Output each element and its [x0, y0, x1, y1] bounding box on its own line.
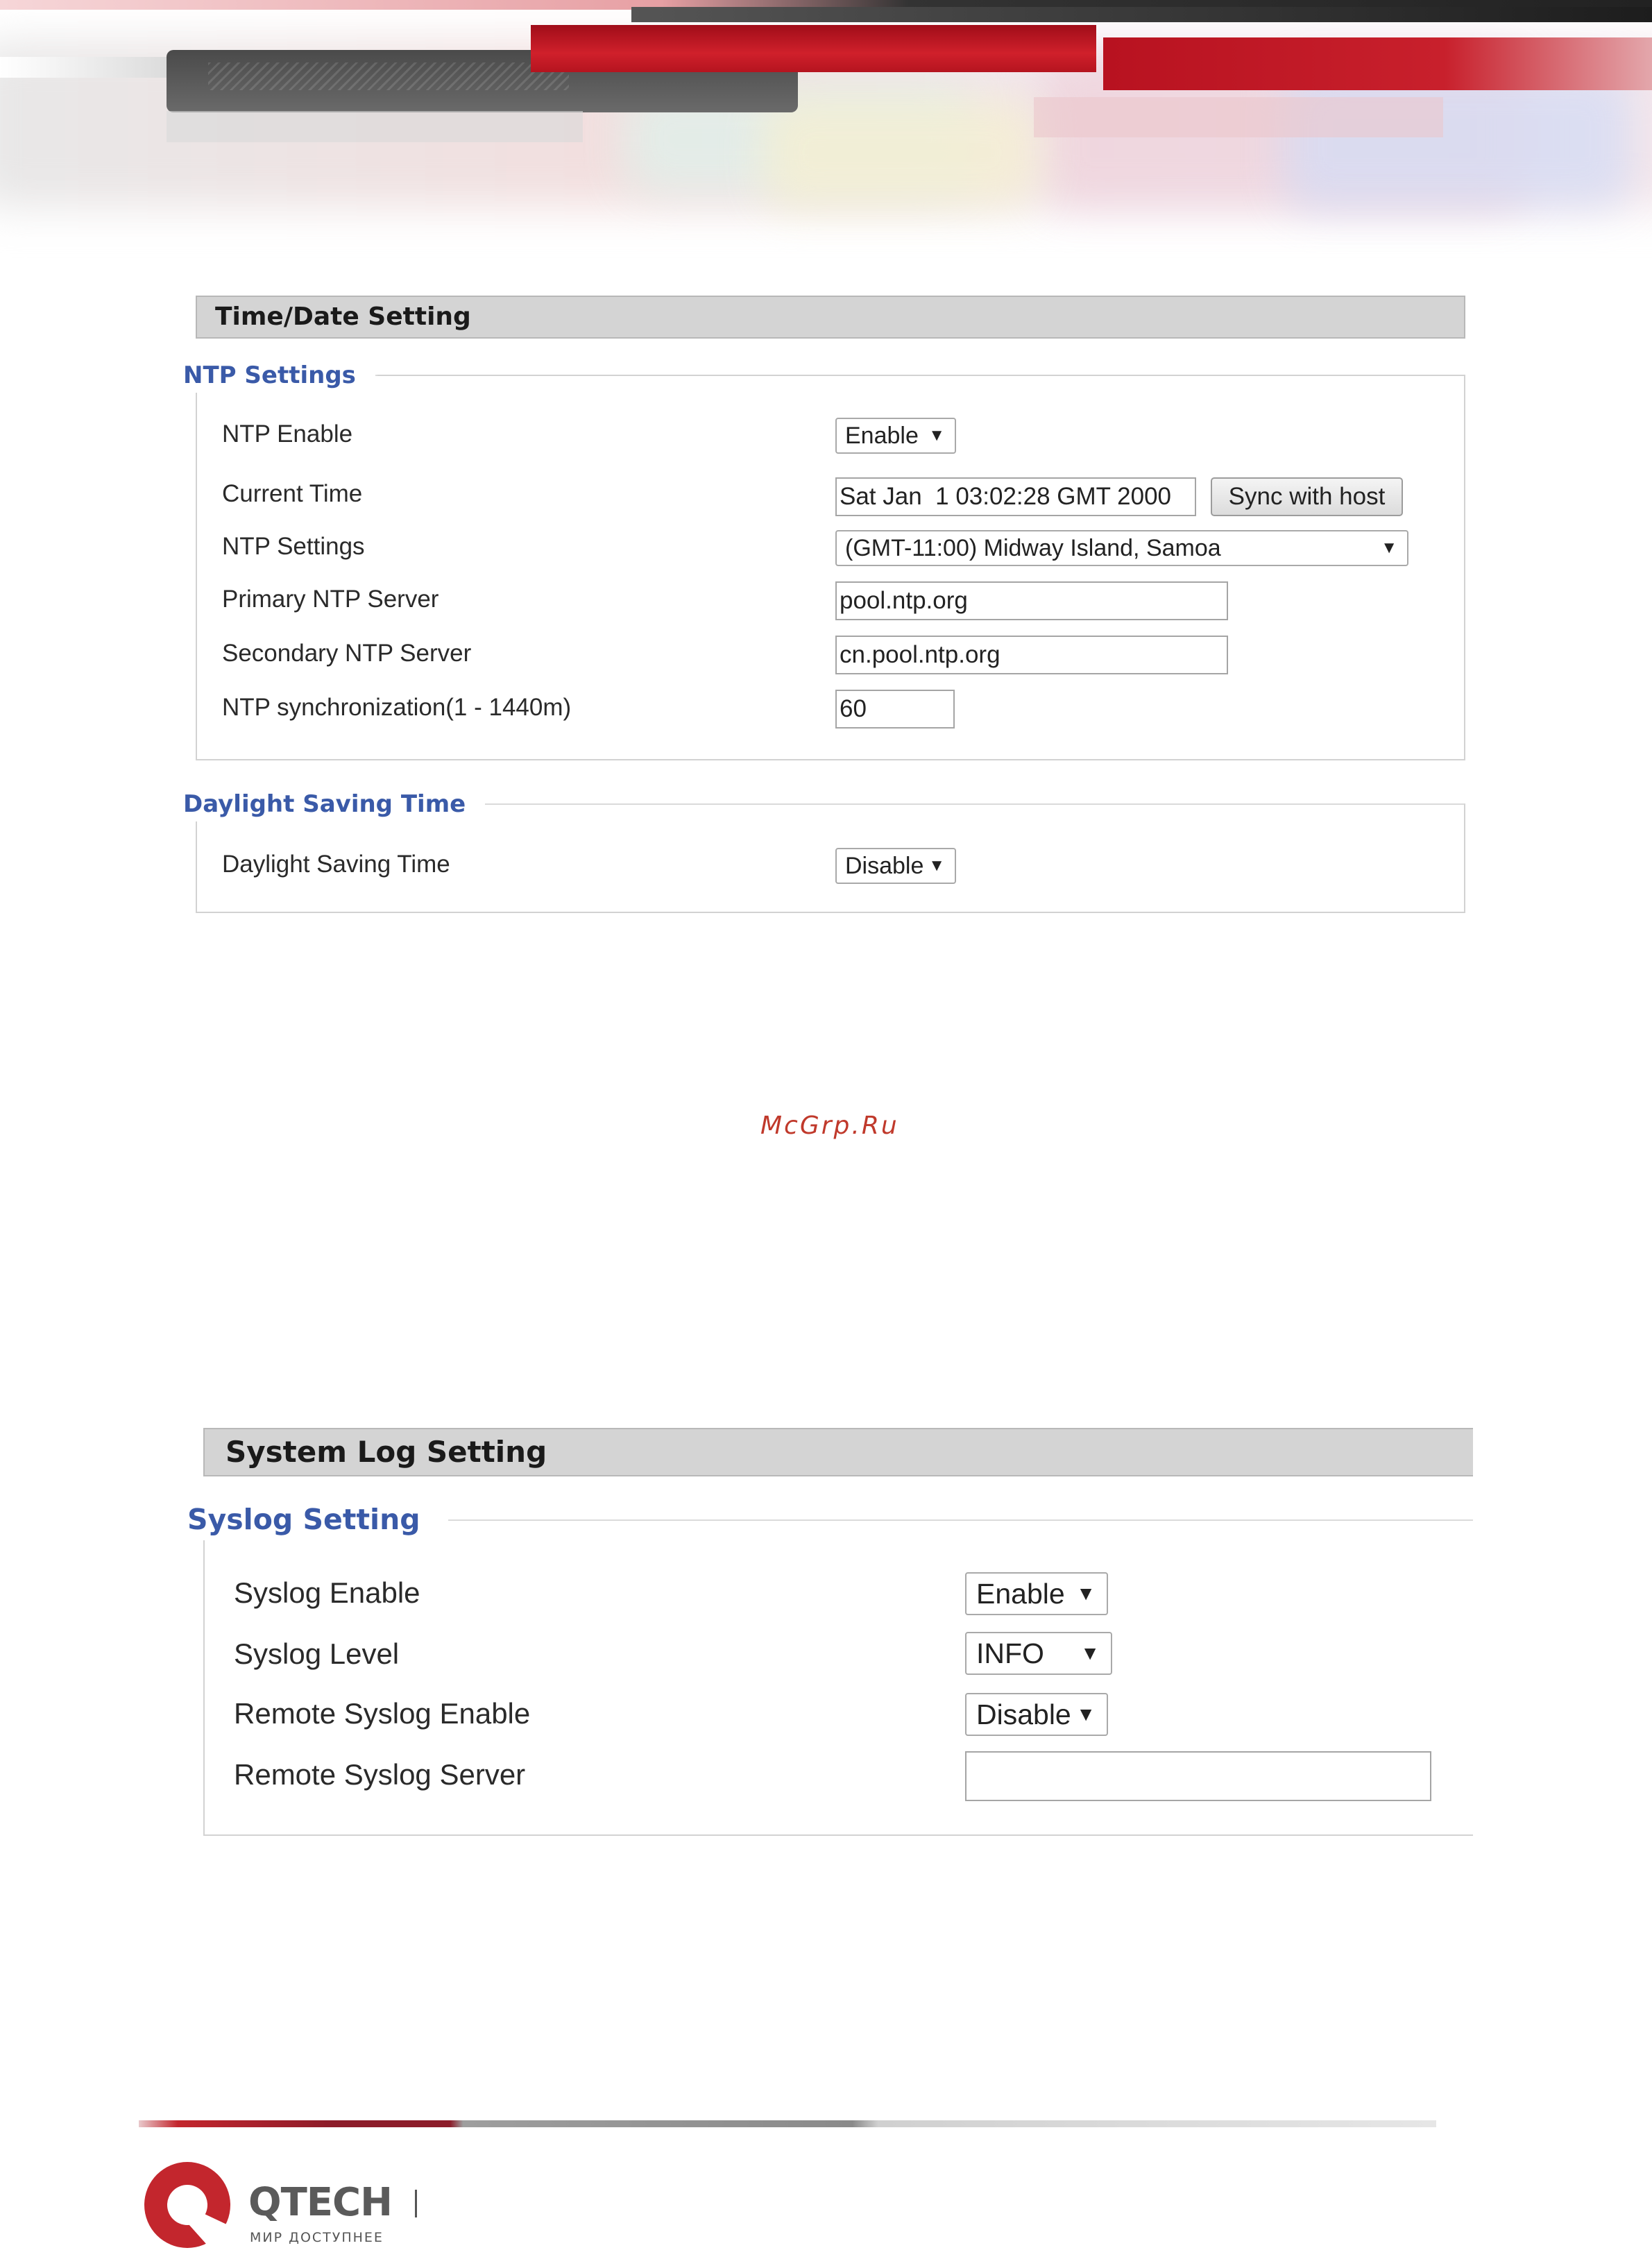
syslog-level-label: Syslog Level — [234, 1637, 400, 1670]
remote-syslog-enable-label: Remote Syslog Enable — [234, 1697, 531, 1730]
current-time-field: Sat Jan 1 03:02:28 GMT 2000 — [835, 477, 1196, 516]
timezone-select[interactable]: (GMT-11:00) Midway Island, Samoa ▼ — [835, 530, 1408, 566]
time-date-title: Time/Date Setting — [215, 303, 471, 331]
system-log-title: System Log Setting — [225, 1435, 547, 1469]
footer-rule — [139, 2120, 1436, 2127]
dst-legend: Daylight Saving Time — [183, 787, 485, 821]
chevron-down-icon: ▼ — [928, 856, 945, 875]
ntp-settings-legend: NTP Settings — [183, 358, 375, 393]
primary-ntp-server-label: Primary NTP Server — [222, 586, 439, 613]
system-log-title-bar — [203, 1428, 1473, 1476]
chevron-down-icon: ▼ — [1076, 1703, 1096, 1725]
current-time-label: Current Time — [222, 480, 363, 507]
chevron-down-icon: ▼ — [928, 426, 945, 445]
dst-select[interactable]: Disable ▼ — [835, 848, 956, 884]
syslog-level-select[interactable]: INFO ▼ — [965, 1632, 1112, 1675]
syslog-legend: Syslog Setting — [187, 1499, 448, 1540]
sync-with-host-button[interactable]: Sync with host — [1211, 477, 1403, 516]
ntp-timezone-label: NTP Settings — [222, 533, 365, 560]
ntp-sync-interval-label: NTP synchronization(1 - 1440m) — [222, 694, 572, 721]
ntp-sync-interval-input[interactable]: 60 — [835, 690, 955, 729]
remote-syslog-enable-select[interactable]: Disable ▼ — [965, 1693, 1108, 1736]
chevron-down-icon: ▼ — [1381, 538, 1397, 557]
syslog-enable-select[interactable]: Enable ▼ — [965, 1572, 1108, 1615]
ntp-enable-label: NTP Enable — [222, 420, 353, 448]
secondary-ntp-server-label: Secondary NTP Server — [222, 640, 472, 667]
qtech-logo-icon — [140, 2158, 244, 2257]
header-banner — [0, 0, 1652, 278]
syslog-enable-label: Syslog Enable — [234, 1576, 420, 1609]
primary-ntp-server-input[interactable]: pool.ntp.org — [835, 581, 1228, 620]
dst-label: Daylight Saving Time — [222, 851, 450, 878]
footer-separator — [415, 2190, 417, 2217]
chevron-down-icon: ▼ — [1080, 1642, 1100, 1664]
watermark: McGrp.Ru — [760, 1112, 899, 1140]
remote-syslog-server-label: Remote Syslog Server — [234, 1758, 526, 1791]
footer-brand: QTECH — [248, 2180, 393, 2225]
chevron-down-icon: ▼ — [1076, 1583, 1096, 1604]
secondary-ntp-server-input[interactable]: cn.pool.ntp.org — [835, 636, 1228, 674]
legend-rule — [377, 375, 1465, 376]
ntp-enable-select[interactable]: Enable ▼ — [835, 418, 956, 454]
time-date-title-bar — [196, 296, 1465, 339]
remote-syslog-server-input[interactable] — [965, 1751, 1431, 1801]
footer-tagline: МИР ДОСТУПНЕЕ — [250, 2230, 384, 2245]
